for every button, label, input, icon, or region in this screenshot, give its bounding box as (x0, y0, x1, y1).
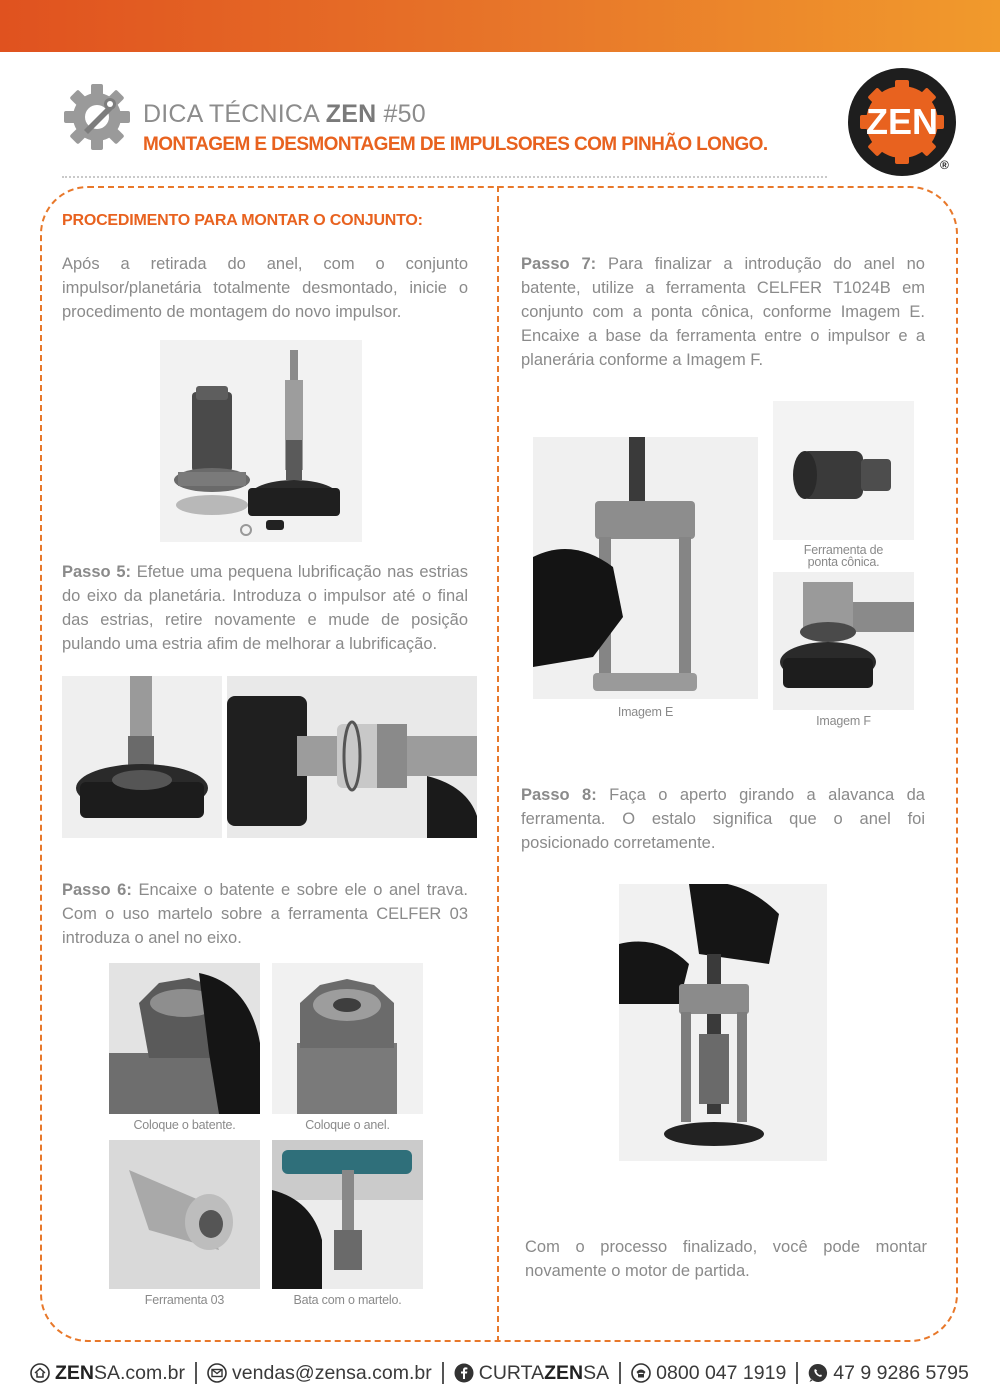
step5-text: Efetue uma pequena lubrificação nas estrias do eixo da planetária. Introduza o impulsor até o final das estrias, retire novamente e mude de posição pulando uma estria afim de melhorar a lubrificação. (62, 563, 468, 653)
caption-martelo: Bata com o martelo. (293, 1293, 402, 1307)
photo-imagem-e (533, 437, 758, 699)
step6-paragraph (62, 878, 468, 950)
photo-step5-insert (227, 676, 477, 838)
step7-text: Para finalizar a introdução do anel no batente, utilize a ferramenta CELFER T1024B em conjunto com a ponta cônica, conforme Imagem E. Encaixe a base da ferramenta entre o impulsor e a planerária conforme a Imagem F. (521, 255, 925, 369)
final-paragraph: Com o processo finalizado, você pode montar novamente o motor de partida. (525, 1238, 927, 1280)
step8-label: Passo 8: (521, 786, 597, 804)
caption-imagem-e: Imagem E (617, 705, 674, 719)
column-divider (497, 186, 499, 1342)
photo-batente (109, 963, 260, 1114)
photo-imagem-f (773, 572, 914, 710)
footer-separator (195, 1362, 197, 1384)
caption-anel: Coloque o anel. (305, 1118, 390, 1132)
caption-imagem-f: Imagem F (816, 714, 871, 728)
top-color-bar (0, 0, 1000, 52)
section-title: PROCEDIMENTO PARA MONTAR O CONJUNTO: (62, 212, 423, 229)
phone-icon (631, 1363, 651, 1383)
photo-ponta-conica (773, 401, 914, 540)
facebook-icon (454, 1363, 474, 1383)
footer-separator (442, 1362, 444, 1384)
footer-separator (796, 1362, 798, 1384)
registered-mark: ® (940, 158, 949, 172)
footer-email[interactable] (207, 1362, 432, 1385)
photo-step5-shaft (62, 676, 222, 838)
phone-text: 0800 047 1919 (656, 1361, 787, 1384)
step8-text: Faça o aperto girando a alavanca da ferramenta. O estalo significa que o anel foi posicionado corretamente. (521, 786, 925, 852)
footer-separator (619, 1362, 621, 1384)
caption-ponta-conica-2: ponta cônica. (807, 555, 880, 569)
fb-suffix: SA (583, 1361, 610, 1384)
step8-paragraph (521, 783, 925, 855)
whatsapp-icon (808, 1363, 828, 1383)
caption-ponta-conica-1: Ferramenta de (803, 543, 884, 557)
home-icon (30, 1363, 50, 1383)
gear-logo-icon (62, 82, 132, 152)
photo-ferramenta-03 (109, 1140, 260, 1289)
site-bold: ZEN (55, 1361, 94, 1384)
footer-site[interactable] (30, 1362, 185, 1385)
whatsapp-text: 47 9 9286 5795 (833, 1361, 969, 1384)
email-icon (207, 1363, 227, 1383)
header-divider (62, 176, 827, 178)
step5-paragraph (62, 560, 468, 656)
caption-batente: Coloque o batente. (133, 1118, 236, 1132)
footer-phone[interactable] (631, 1362, 786, 1385)
photo-martelo (272, 1140, 423, 1289)
photo-anel (272, 963, 423, 1114)
step7-label: Passo 7: (521, 255, 597, 273)
page-subtitle: MONTAGEM E DESMONTAGEM DE IMPULSORES COM PINHÃO LONGO. (143, 134, 768, 155)
page-title: DICA TÉCNICA ZEN #50 (143, 100, 426, 128)
footer-facebook[interactable] (454, 1362, 609, 1385)
site-rest: SA.com.br (94, 1361, 186, 1384)
email-text: vendas@zensa.com.br (232, 1361, 432, 1384)
caption-ferramenta: Ferramenta 03 (144, 1293, 225, 1307)
step7-paragraph (521, 252, 925, 372)
photo-impulsor-planetaria (160, 340, 362, 542)
fb-prefix: CURTA (478, 1361, 545, 1384)
fb-bold: ZEN (544, 1361, 584, 1384)
photo-passo-8 (619, 884, 827, 1161)
footer-contacts (30, 1358, 975, 1388)
step5-label: Passo 5: (62, 563, 131, 581)
intro-paragraph: Após a retirada do anel, com o conjunto impulsor/planetária totalmente desmontado, inicie o procedimento de montagem do novo impulsor. (62, 255, 468, 321)
step6-label: Passo 6: (62, 881, 132, 899)
footer-whatsapp[interactable] (808, 1362, 969, 1385)
step6-text: Encaixe o batente e sobre ele o anel trava. Com o uso martelo sobre a ferramenta CELFER 03 introduza o anel no eixo. (62, 881, 468, 947)
zen-logo-text: ZEN (866, 101, 938, 142)
